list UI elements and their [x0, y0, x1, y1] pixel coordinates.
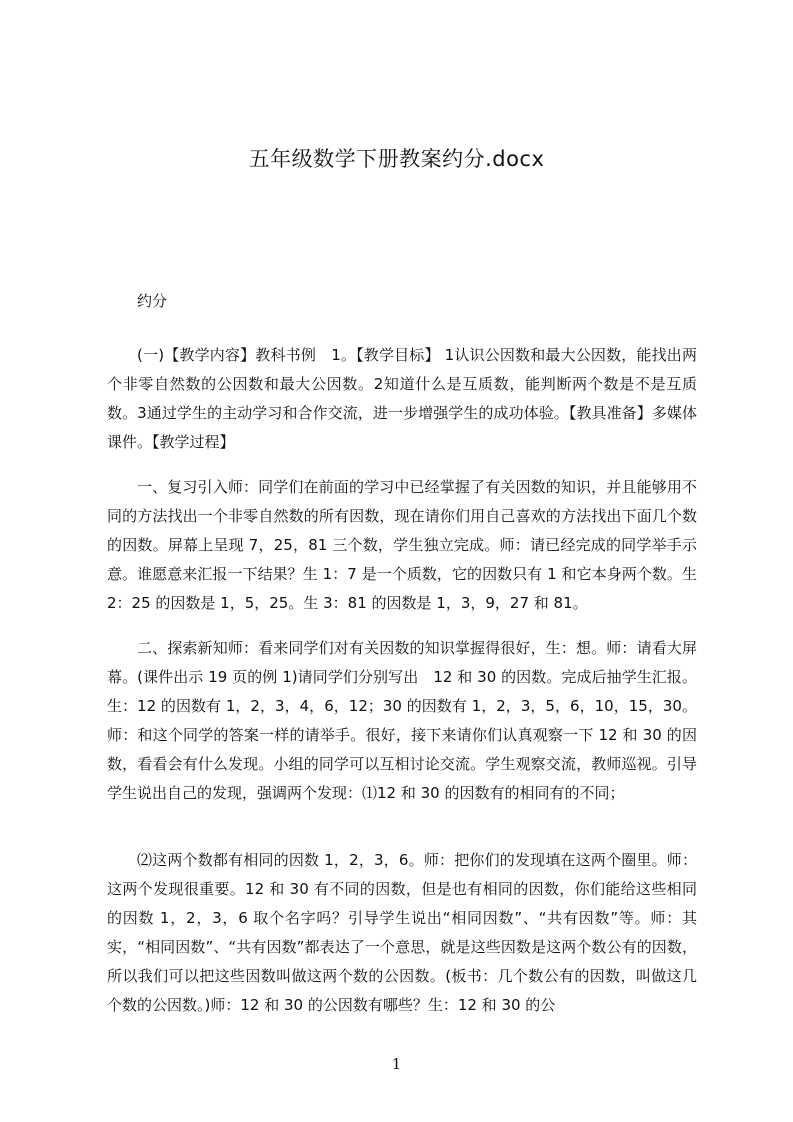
- paragraph-explore-new: 二、探索新知师：看来同学们对有关因数的知识掌握得很好，生：想。师：请看大屏幕。(课件出示 19 页的例 1)请同学们分别写出 12 和 30 的因数。完成后抽学生汇报。生：12 的因数有 1，2，3，4，6，12；30 的因数有 1，2，3，5，6，10，15，30。师：和这个同学的答案一样的请举手。很好，接下来请你们认真观察一下 12 和 30 的因数，看看会有什么发现。小组的同学可以互相讨论交流。学生观察交流，教师巡视。引导学生说出自己的发现，强调两个发现：⑴12 和 30 的因数有的相同有的不同；: [107, 639, 697, 802]
- paragraph-common-factors: ⑵这两个数都有相同的因数 1，2，3，6。师：把你们的发现填在这两个圈里。师：这两个发现很重要。12 和 30 有不同的因数，但是也有相同的因数，你们能给这些相同的因数 1，2，3，6 取个名字吗？引导学生说出“相同因数”、“共有因数”等。师：其实，“相同因数”、“共有因数”都表达了一个意思，就是这些因数是这两个数公有的因数，所以我们可以把这些因数叫做这两个数的公因数。(板书：几个数公有的因数，叫做这几个数的公因数。)师：12 和 30 的公因数有哪些？生：12 和 30 的公: [107, 851, 697, 1014]
- paragraph-teaching-content: (一)【教学内容】教科书例 1。【教学目标】 1认识公因数和最大公因数，能找出两个非零自然数的公因数和最大公因数。2知道什么是互质数，能判断两个数是不是互质数。3通过学生的主动学习和合作交流，进一步增强学生的成功体验。【教具准备】多媒体课件。【教学过程】: [107, 346, 697, 451]
- document-title: 五年级数学下册教案约分.docx: [248, 147, 545, 171]
- page-number: 1: [391, 1055, 402, 1073]
- section-heading: 约分: [137, 292, 168, 310]
- paragraph-review-intro: 一、复习引入师：同学们在前面的学习中已经掌握了有关因数的知识，并且能够用不同的方法找出一个非零自然数的所有因数，现在请你们用自己喜欢的方法找出下面几个数的因数。屏幕上呈现 7，25，81 三个数，学生独立完成。师：请已经完成的同学举手示意。谁愿意来汇报一下结果？生 1：7 是一个质数，它的因数只有 1 和它本身两个数。生 2：25 的因数是 1，5，25。生 3：81 的因数是 1，3，9，27 和 81。: [107, 478, 697, 612]
